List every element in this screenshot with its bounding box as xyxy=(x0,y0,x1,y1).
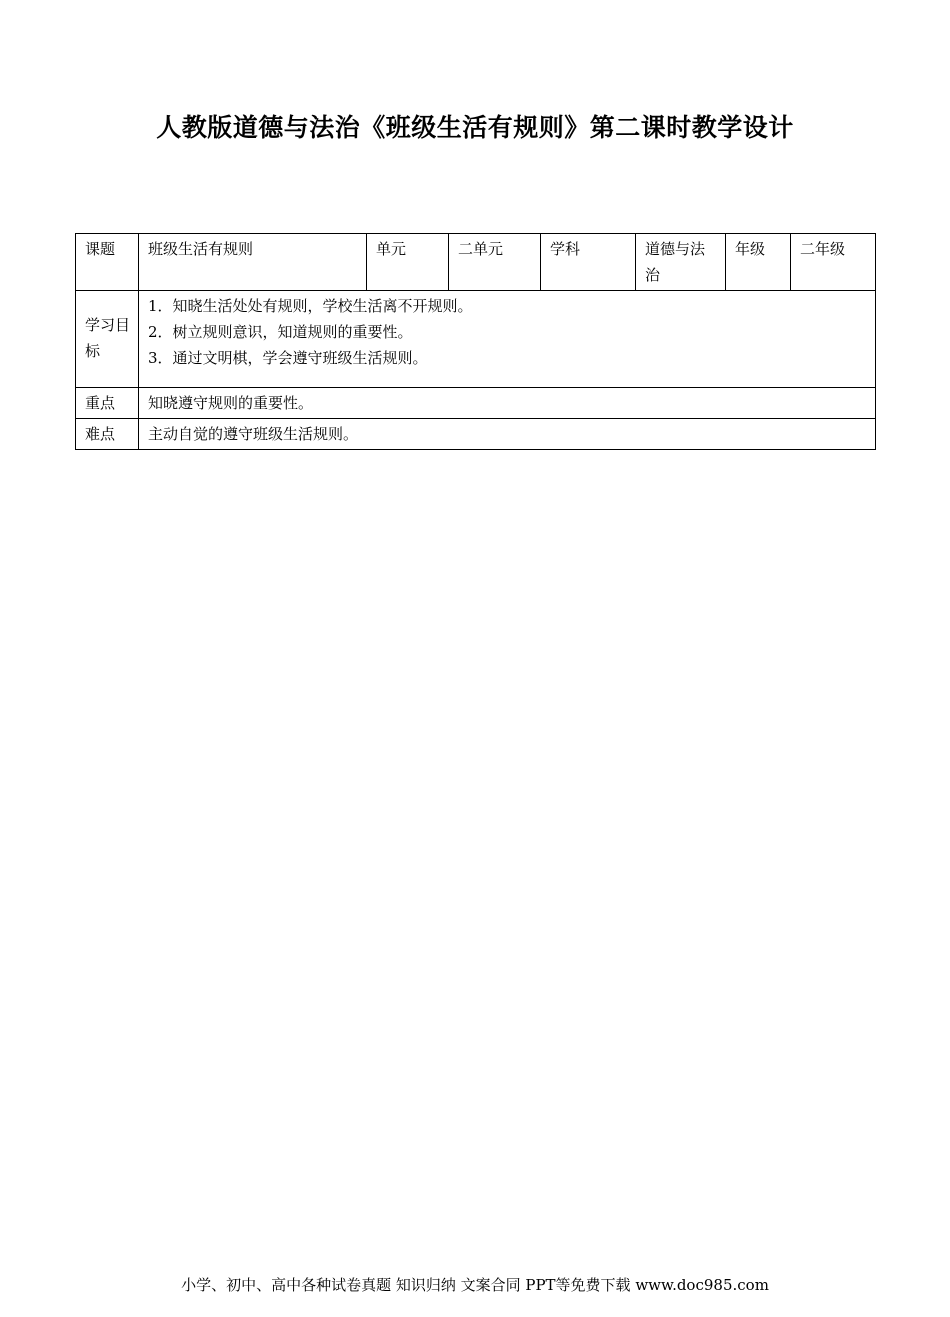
subject-label: 学科 xyxy=(541,234,636,291)
key-point-label: 重点 xyxy=(76,388,139,419)
unit-value: 二单元 xyxy=(449,234,541,291)
goals-cell xyxy=(139,291,876,388)
table-row xyxy=(76,419,876,450)
unit-label: 单元 xyxy=(367,234,449,291)
difficulty-label: 难点 xyxy=(76,419,139,450)
goal-item: 2．树立规则意识，知道规则的重要性。 xyxy=(148,323,413,341)
goal-item: 1．知晓生活处处有规则，学校生活离不开规则。 xyxy=(148,297,473,315)
difficulty-value: 主动自觉的遵守班级生活规则。 xyxy=(139,419,876,450)
lesson-plan-table xyxy=(75,233,876,450)
grade-value: 二年级 xyxy=(791,234,876,291)
topic-value: 班级生活有规则 xyxy=(139,234,367,291)
table-row xyxy=(76,234,876,291)
table-row xyxy=(76,291,876,388)
goal-item: 3．通过文明棋，学会遵守班级生活规则。 xyxy=(148,349,428,367)
key-point-value: 知晓遵守规则的重要性。 xyxy=(139,388,876,419)
subject-value: 道德与法治 xyxy=(636,234,726,291)
document-title: 人教版道德与法治《班级生活有规则》第二课时教学设计 xyxy=(156,113,794,142)
topic-label: 课题 xyxy=(76,234,139,291)
goals-label: 学习目标 xyxy=(76,291,139,388)
grade-label: 年级 xyxy=(726,234,791,291)
footer-text: 小学、初中、高中各种试卷真题 知识归纳 文案合同 PPT等免费下载 www.doc985.com xyxy=(181,1276,769,1294)
table-row xyxy=(76,388,876,419)
